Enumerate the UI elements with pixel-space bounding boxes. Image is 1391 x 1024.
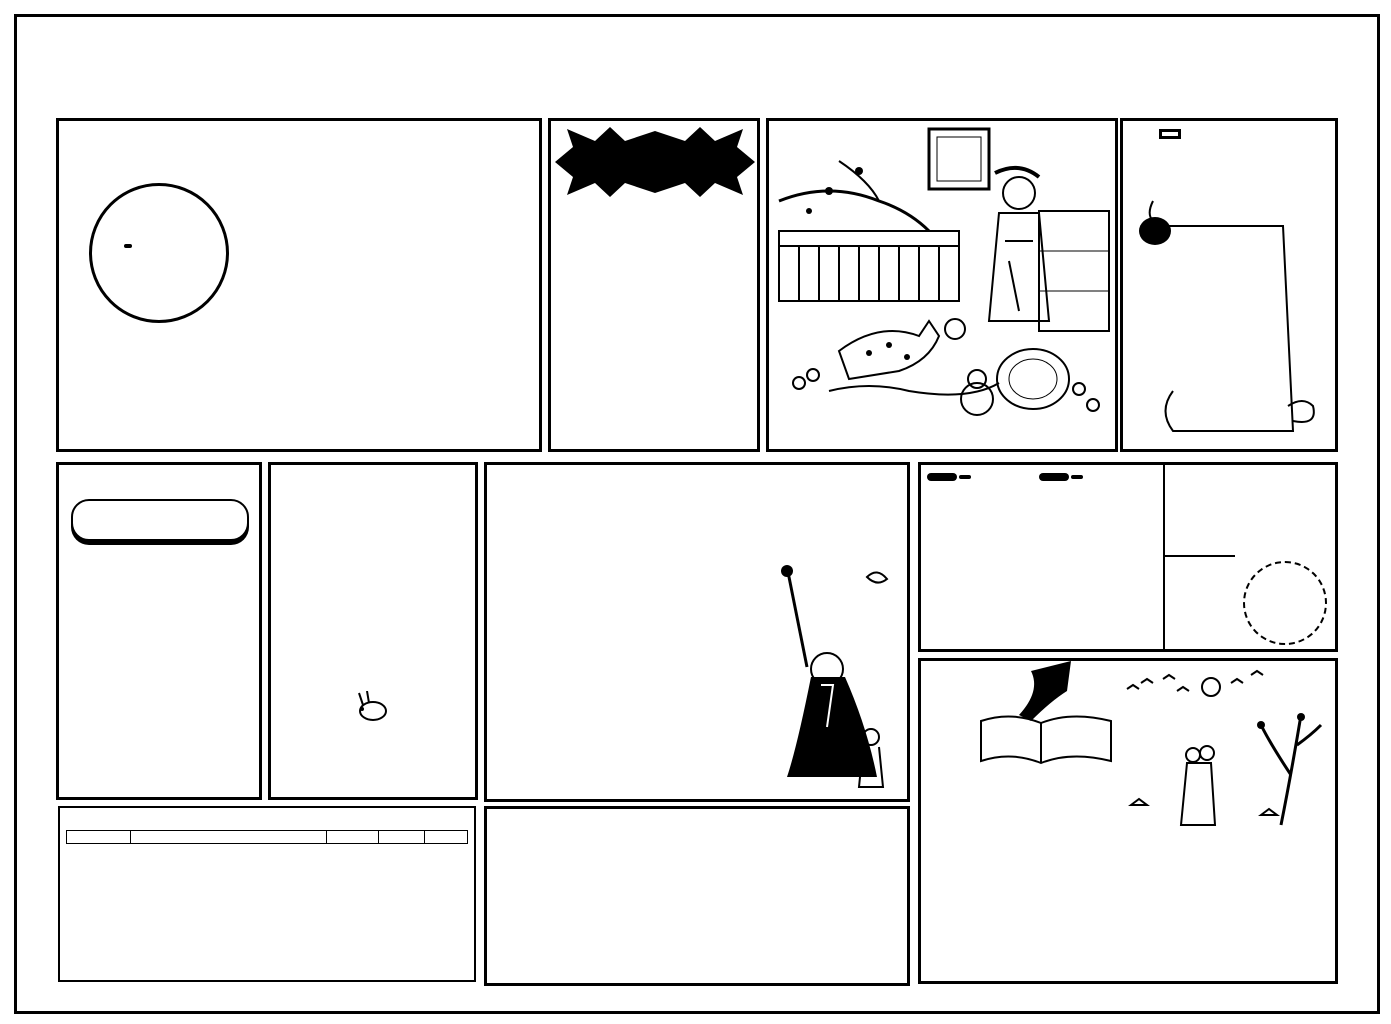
liuhe-lingma-panel [548,118,760,452]
jiehua-panel [918,658,1338,984]
logo-panel [56,118,542,452]
header-period [67,831,131,844]
results-table-wrap [66,830,468,844]
xunma-panel [1120,118,1338,452]
starburst-icon [555,127,755,197]
tavern-scene-illustration [769,121,1115,449]
tema-label [1071,475,1083,479]
immortal-illustration [767,557,897,797]
logo-seal [89,183,229,323]
baxian-panel [484,806,910,986]
zongfen-label [959,475,971,479]
jinqi-label [927,473,957,481]
jinqi-panel [918,462,1338,652]
zongfen-badge [927,473,971,481]
mark-six-strip-top [26,86,1366,110]
seal-center-text [124,244,132,248]
article-body [507,555,762,787]
number-oval [1243,561,1327,645]
mark-six-strip-right [1340,114,1366,874]
results-header-row [67,831,468,844]
benqi-tema-panel [56,462,262,800]
header-regular [131,831,327,844]
xunma-title [1159,129,1181,139]
header-odd-even [379,831,425,844]
stats-divider [1163,465,1165,649]
zodiac-rabbit-icon [353,691,393,723]
header-special [327,831,379,844]
mark-six-strip-left [24,114,50,994]
header-total [425,831,468,844]
mengliao-panel [268,462,478,800]
tema-badge [1039,473,1083,481]
illustration-panel [766,118,1118,452]
stats-divider-h [1163,555,1235,557]
lingma-article-panel [484,462,910,802]
lovers-tree-illustration [1111,665,1331,845]
benqi-title [71,499,249,541]
jinqi-label [1039,473,1069,481]
results-panel [58,806,476,982]
scroll-icon [1133,181,1333,441]
results-table [66,830,468,844]
book-hand-illustration [971,661,1121,771]
